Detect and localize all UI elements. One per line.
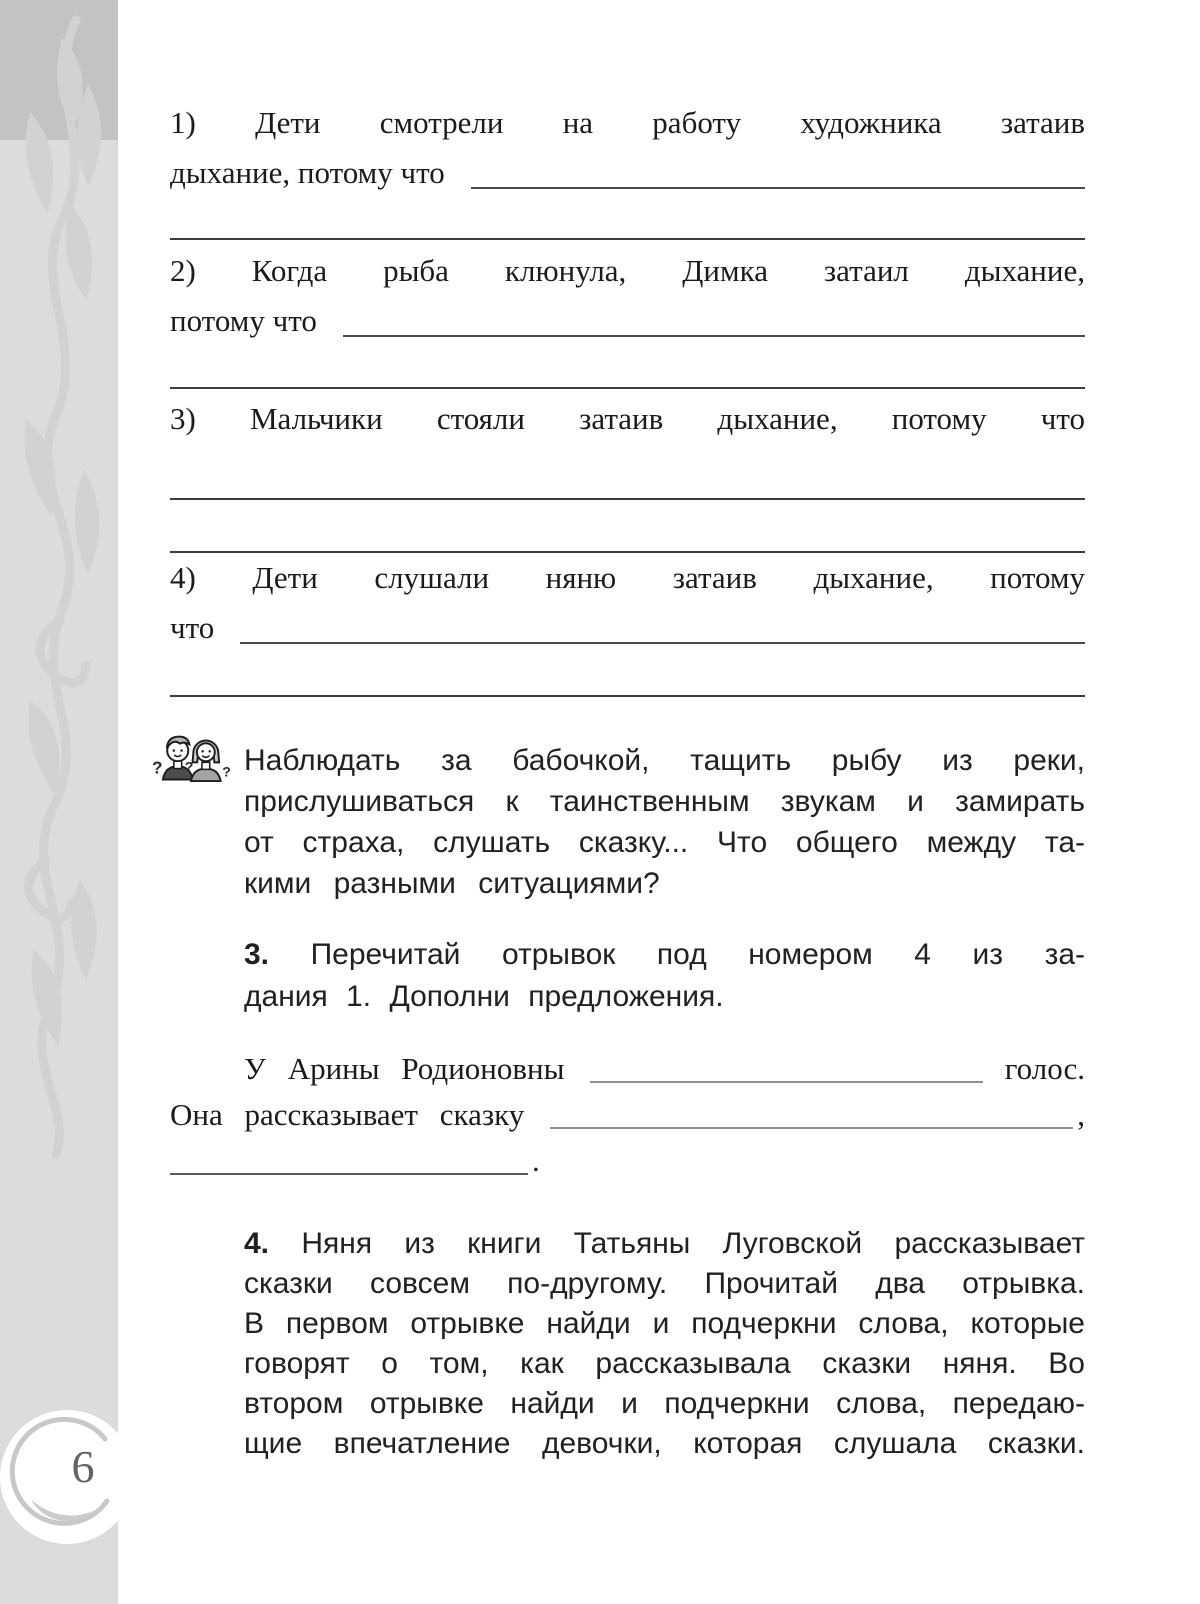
- fill-a-end: голос.: [1004, 1051, 1085, 1086]
- fill-a-blank[interactable]: [590, 1081, 982, 1083]
- task3-line2: дания 1. Дополни предложения.: [244, 980, 724, 1013]
- fill-a-text: У Арины Родионовны: [244, 1051, 565, 1086]
- item1-line2: [170, 148, 1085, 198]
- task4-line6: щие впечатление девочки, которая слушала сказки.: [244, 1427, 1085, 1460]
- fill-sentence-b: [170, 1092, 1085, 1138]
- task3-line1-text: Перечитай отрывок под номером 4 из за-: [310, 938, 1086, 971]
- svg-text:?: ?: [152, 757, 163, 778]
- decorative-sidebar: [0, 0, 118, 1604]
- writing-line[interactable]: [170, 498, 1085, 500]
- item1-line1: 1) Дети смотрели на работу художника затаив: [170, 105, 1085, 140]
- item2-answer-blank[interactable]: [343, 335, 1085, 337]
- item1-line2-text: дыхание, потому что: [170, 155, 445, 190]
- task3-number: 3.: [244, 938, 270, 971]
- task4-number: 4.: [244, 1227, 270, 1260]
- students-question-icon: [152, 728, 230, 792]
- task4-line3: В первом отрывке найди и подчеркни слова, которые: [244, 1307, 1085, 1340]
- item4-line2-text: что: [170, 610, 215, 645]
- fill-c-end: .: [532, 1143, 540, 1178]
- fill-b-end: ,: [1077, 1097, 1085, 1132]
- fill-b-text: Она рассказывает сказку: [170, 1097, 525, 1132]
- svg-text:?: ?: [184, 758, 194, 775]
- item4-answer-blank[interactable]: [240, 642, 1085, 644]
- task3-line1: [244, 934, 1085, 976]
- fill-b-blank[interactable]: [550, 1127, 1073, 1129]
- discussion-line4: кими разными ситуациями?: [244, 867, 660, 900]
- item4-line2: [170, 603, 1085, 653]
- writing-line[interactable]: [170, 695, 1085, 697]
- task4-line1: [244, 1224, 1085, 1264]
- svg-text:?: ?: [222, 763, 230, 780]
- item3-line1: 3) Мальчики стояли затаив дыхание, потому что: [170, 401, 1085, 436]
- discussion-line1: Наблюдать за бабочкой, тащить рыбу из реки,: [244, 744, 1085, 777]
- item2-line2: [170, 296, 1085, 346]
- task4-line1-text: Няня из книги Татьяны Луговской рассказывает: [301, 1227, 1085, 1260]
- fill-c-blank[interactable]: [170, 1173, 528, 1175]
- item4-line1: 4) Дети слушали няню затаив дыхание, потому: [170, 560, 1085, 595]
- writing-line[interactable]: [170, 238, 1085, 240]
- fill-sentence-c: [170, 1138, 1085, 1184]
- item1-answer-blank[interactable]: [471, 187, 1085, 189]
- task4-line4: говорят о том, как рассказывала сказки няня. Во: [244, 1347, 1085, 1380]
- writing-line[interactable]: [170, 387, 1085, 389]
- task4-line5: втором отрывке найди и подчеркни слова, передаю-: [244, 1387, 1085, 1420]
- floral-ornament-icon: [0, 0, 118, 1200]
- discussion-line3: от страха, слушать сказку... Что общего между та-: [244, 826, 1085, 859]
- item2-line1: 2) Когда рыба клюнула, Димка затаил дыхание,: [170, 253, 1085, 288]
- task4-line2: сказки совсем по-другому. Прочитай два отрывка.: [244, 1267, 1085, 1300]
- discussion-line2: прислушиваться к таинственным звукам и замирать: [244, 785, 1085, 818]
- item2-line2-text: потому что: [170, 303, 317, 338]
- page-number: 6: [71, 1441, 95, 1492]
- fill-sentence-a: [170, 1046, 1085, 1092]
